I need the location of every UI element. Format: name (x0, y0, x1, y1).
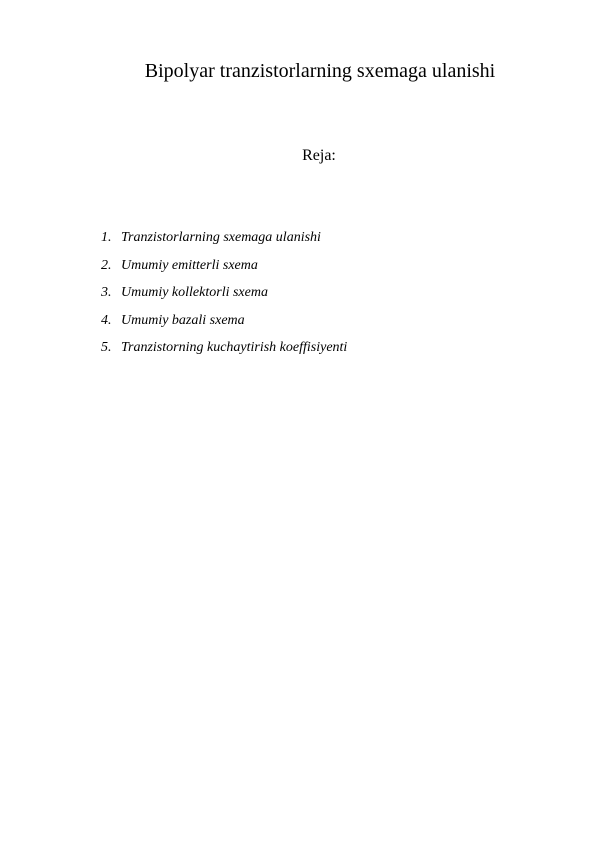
plan-item-text: Umumiy bazali sxema (121, 312, 245, 328)
plan-heading: Reja: (302, 147, 336, 164)
plan-item-text: Umumiy kollektorli sxema (121, 285, 268, 300)
plan-list (101, 230, 347, 368)
plan-item-number: 1. (101, 230, 112, 245)
plan-item (101, 230, 347, 258)
plan-item-text: Umumiy emitterli sxema (121, 257, 258, 273)
plan-item (101, 285, 347, 313)
document-title: Bipolyar tranzistorlarning sxemaga ulanishi (144, 60, 496, 82)
plan-item-text: Tranzistorlarning sxemaga ulanishi (121, 230, 321, 245)
plan-item-number: 3. (101, 285, 112, 300)
plan-item (101, 258, 347, 286)
plan-item-number: 4. (101, 312, 112, 328)
plan-item (101, 340, 347, 368)
plan-item-text: Tranzistorning kuchaytirish koeffisiyenti (121, 340, 348, 355)
plan-item-number: 2. (101, 257, 112, 273)
plan-item (101, 313, 347, 341)
plan-item-number: 5. (101, 340, 112, 355)
